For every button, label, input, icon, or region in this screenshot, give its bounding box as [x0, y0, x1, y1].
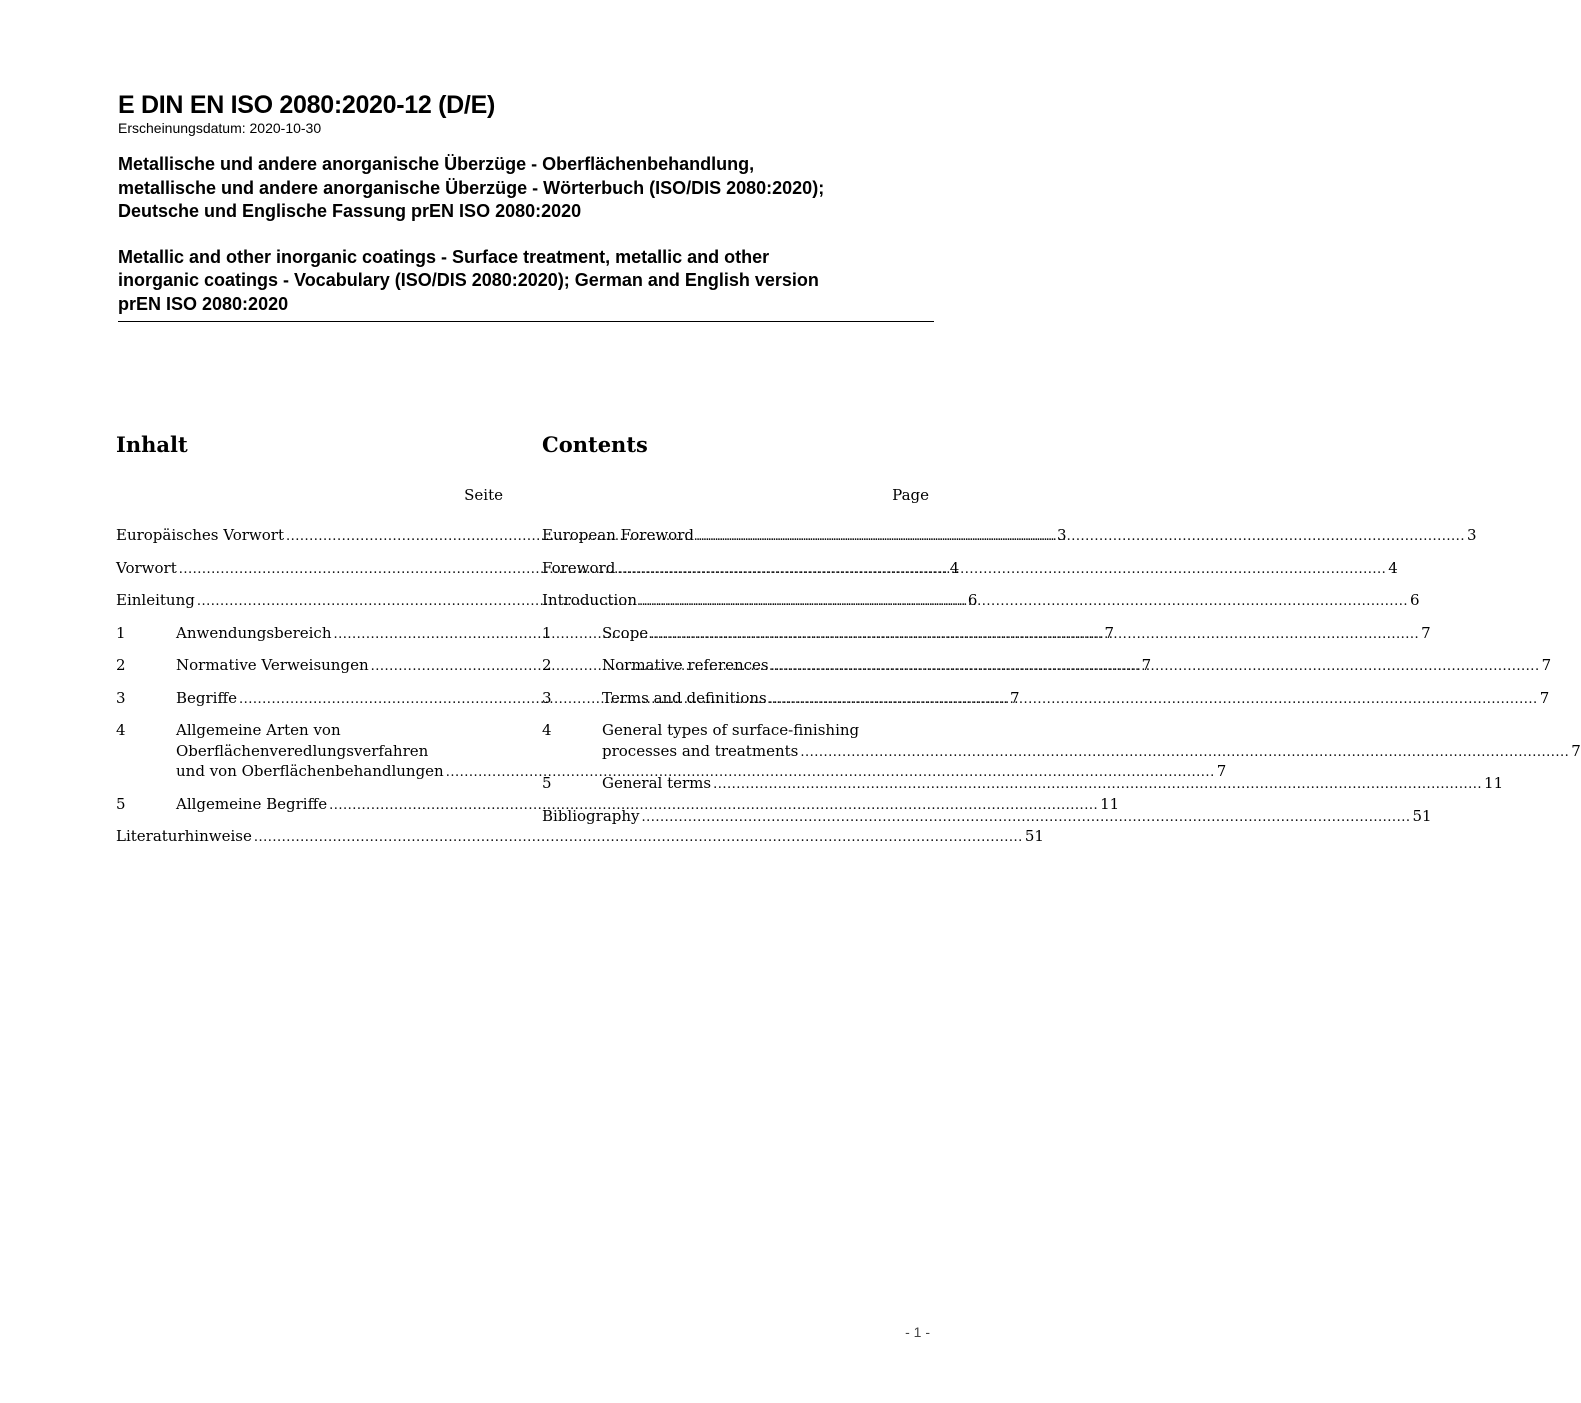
- toc-entry[interactable]: [542, 688, 1550, 711]
- toc-entry-page: 11: [1100, 794, 1120, 813]
- toc-entry-label: European Foreword: [542, 526, 694, 544]
- toc-english: [542, 430, 1581, 838]
- title-english-line: prEN ISO 2080:2020: [118, 293, 289, 314]
- toc-dot-leader: [769, 688, 1538, 711]
- title-english: [118, 246, 934, 317]
- toc-entry-number: 2: [116, 656, 126, 674]
- toc-entry[interactable]: [542, 655, 1552, 678]
- toc-dot-leader: [650, 623, 1419, 646]
- toc-english-heading: Contents: [542, 432, 648, 457]
- toc-entry-label: Anwendungsbereich: [176, 623, 332, 642]
- toc-entry-number: 5: [542, 774, 552, 792]
- toc-dot-leader: [617, 558, 1386, 581]
- document-header: [118, 90, 934, 316]
- toc-dot-leader: [800, 741, 1569, 764]
- toc-entry-label: Normative Verweisungen: [176, 656, 369, 674]
- toc-entry-number: 3: [116, 688, 126, 707]
- title-german-line: metallische und andere anorganische Überzüge - Wörterbuch (ISO/DIS 2080:2020);: [118, 177, 825, 198]
- toc-dot-leader: [771, 655, 1540, 678]
- header-divider: [118, 321, 934, 322]
- toc-entry-page: 7: [1571, 741, 1581, 760]
- toc-entry-label: Terms and definitions: [602, 688, 767, 707]
- toc-entry-page: 7: [1009, 688, 1020, 707]
- toc-entry[interactable]: [542, 720, 1581, 763]
- toc-entry-label: Einleitung: [116, 591, 195, 609]
- toc-entry-number: 1: [116, 623, 126, 642]
- toc-entry-page: 7: [1539, 688, 1550, 707]
- toc-entry-label: Introduction: [542, 591, 637, 609]
- toc-german-page-label: Seite: [464, 486, 503, 504]
- page-number: - 1 -: [905, 1324, 930, 1340]
- toc-entry[interactable]: [542, 590, 1420, 613]
- toc-entry-label: Europäisches Vorwort: [116, 526, 284, 544]
- toc-entry-page: 7: [1141, 656, 1152, 674]
- toc-entry-label: Foreword: [542, 558, 616, 577]
- toc-entry[interactable]: [542, 773, 1504, 796]
- toc-entry-number: 2: [542, 656, 552, 674]
- toc-english-page-label: Page: [892, 486, 929, 504]
- toc-entry-label-line: General types of surface-finishing: [602, 721, 860, 739]
- toc-entry-page: 4: [1388, 558, 1398, 577]
- toc-entry-page: 3: [1466, 526, 1477, 544]
- title-german-line: Deutsche und Englische Fassung prEN ISO 2080:2020: [118, 201, 582, 221]
- toc-entry-label: Vorwort: [116, 558, 177, 577]
- toc-entry[interactable]: [116, 826, 1044, 849]
- title-german: [118, 153, 934, 224]
- toc-entry-label: Scope: [602, 623, 649, 642]
- toc-german-heading: Inhalt: [116, 432, 188, 457]
- title-english-line: Metallic and other inorganic coatings - Surface treatment, metallic and other: [118, 246, 770, 267]
- toc-entry-page: 6: [967, 591, 978, 609]
- toc-entry-number: 5: [116, 794, 126, 813]
- toc-entry-page: 6: [1409, 591, 1420, 609]
- toc-entry-label: Bibliography: [542, 806, 640, 825]
- toc-entry-page: 7: [1216, 762, 1227, 780]
- toc-entry-page: 11: [1484, 774, 1504, 792]
- toc-entry-label: General terms: [602, 774, 712, 792]
- toc-entry-label-line: Oberflächenveredlungsverfahren: [176, 741, 429, 760]
- toc-entry[interactable]: [542, 558, 1398, 581]
- toc-dot-leader: [713, 773, 1482, 796]
- toc-dot-leader: [642, 806, 1411, 829]
- toc-entry-label: und von Oberflächenbehandlungen: [176, 762, 444, 780]
- toc-entry-label-line: Allgemeine Arten von: [176, 721, 341, 739]
- toc-entry-label: Allgemeine Begriffe: [176, 794, 328, 813]
- toc-entry-number: 4: [542, 721, 552, 739]
- toc-entry-label: processes and treatments: [602, 741, 799, 760]
- toc-english-entries: [542, 525, 1581, 828]
- toc-entry-page: 7: [1421, 623, 1431, 642]
- title-english-line: inorganic coatings - Vocabulary (ISO/DIS 2080:2020); German and English version: [118, 270, 819, 290]
- document-title: E DIN EN ISO 2080:2020-12 (D/E): [118, 91, 495, 119]
- toc-entry-label: Literaturhinweise: [116, 827, 252, 845]
- toc-entry[interactable]: [542, 525, 1477, 548]
- toc-entry-page: 51: [1024, 827, 1044, 845]
- toc-entry[interactable]: [542, 623, 1431, 646]
- toc-dot-leader: [696, 525, 1465, 548]
- publication-date: Erscheinungsdatum: 2020-10-30: [118, 120, 322, 136]
- toc-entry-page: 7: [1541, 656, 1552, 674]
- toc-entry-page: 4: [949, 558, 960, 577]
- title-german-line: Metallische und andere anorganische Überzüge - Oberflächenbehandlung,: [118, 154, 755, 174]
- toc-entry-page: 3: [1056, 526, 1067, 544]
- toc-entry-number: 1: [542, 623, 552, 642]
- toc-entry-number: 3: [542, 688, 552, 707]
- toc-entry-label: Normative references: [602, 656, 769, 674]
- toc-entry-number: 4: [116, 721, 126, 739]
- toc-entry[interactable]: [542, 806, 1432, 829]
- toc-entry-label: Begriffe: [176, 688, 238, 707]
- toc-entry-page: 51: [1412, 806, 1432, 825]
- toc-dot-leader: [639, 590, 1408, 613]
- toc-entry-page: 7: [1104, 623, 1114, 642]
